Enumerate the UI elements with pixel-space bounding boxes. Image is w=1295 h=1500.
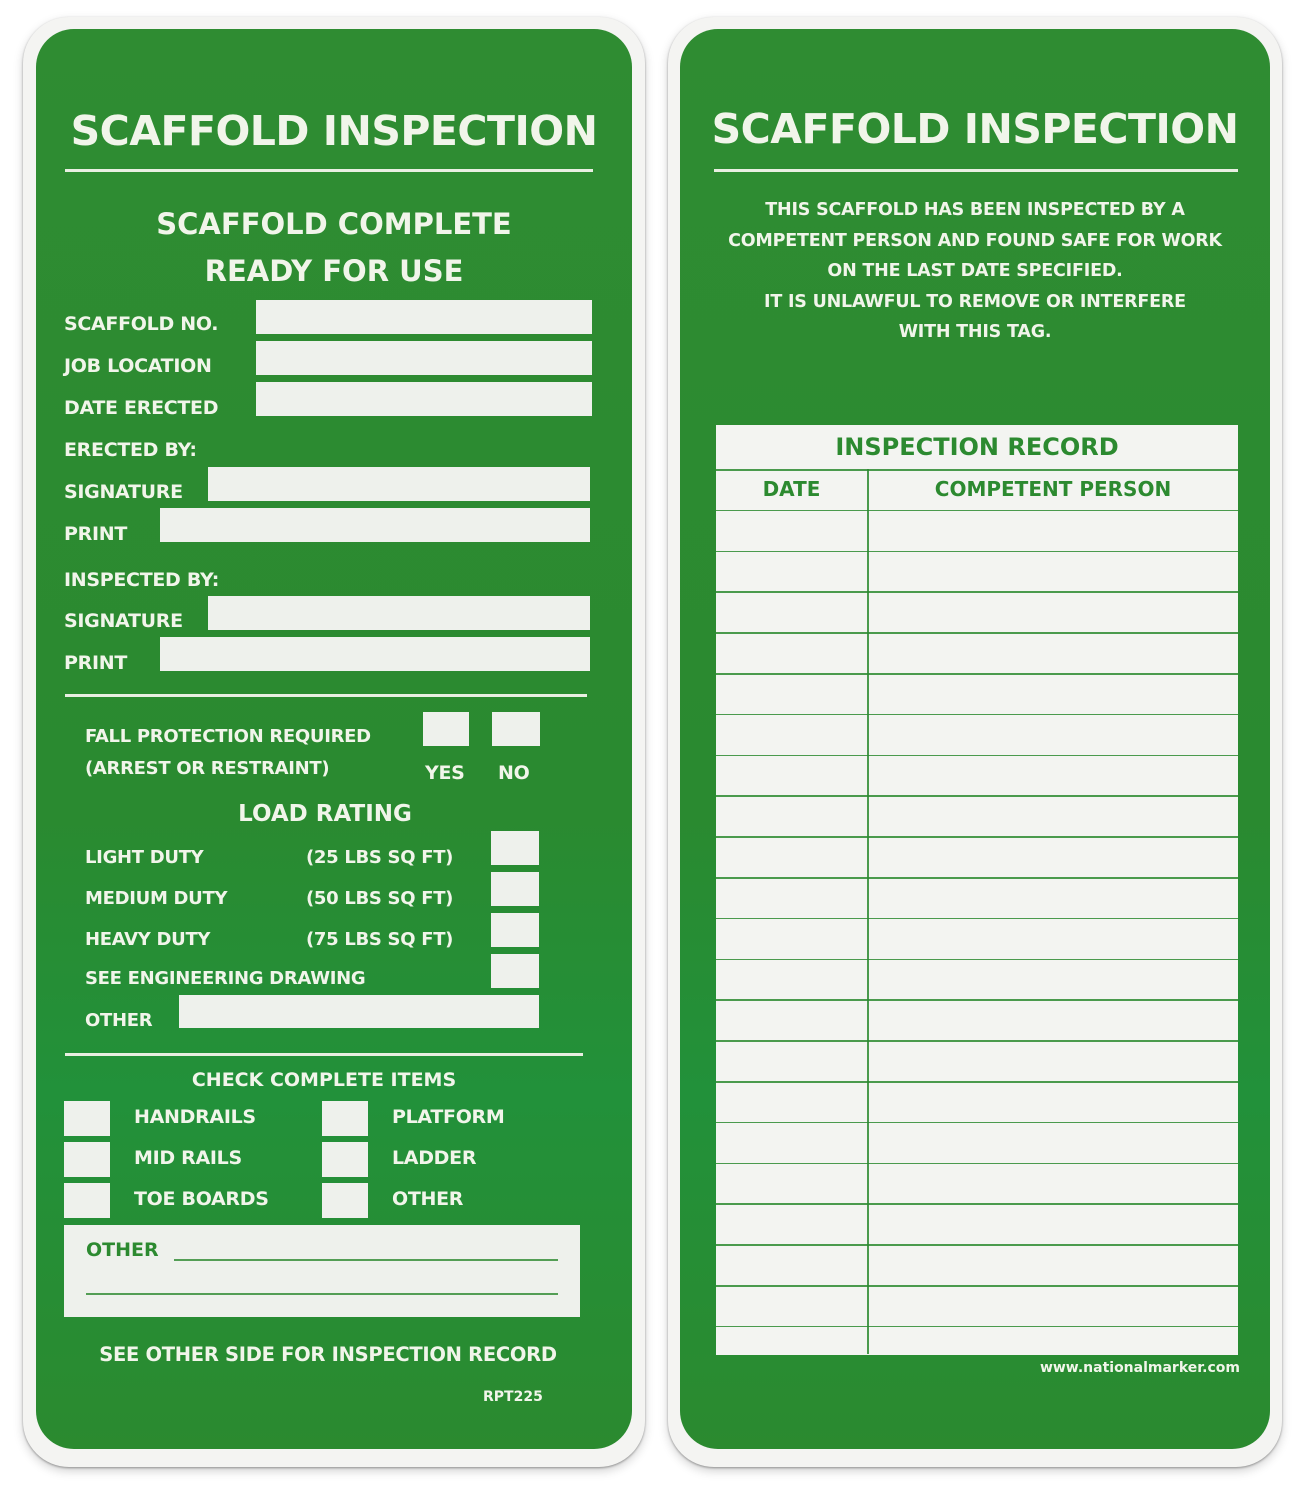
toe-boards-checkbox[interactable]	[64, 1183, 110, 1218]
inspected-print-label: PRINT	[64, 652, 127, 674]
mid-rails-label: MID RAILS	[134, 1147, 242, 1169]
record-row-line	[716, 591, 1238, 593]
record-row-line	[716, 1244, 1238, 1246]
record-row-line	[716, 959, 1238, 961]
platform-label: PLATFORM	[392, 1106, 505, 1128]
record-row-line	[716, 795, 1238, 797]
record-row-line	[716, 1285, 1238, 1287]
record-row-line	[716, 714, 1238, 716]
platform-checkbox[interactable]	[322, 1101, 368, 1136]
record-row-line	[716, 1122, 1238, 1124]
front-section-rule-2	[65, 1053, 583, 1056]
front-subtitle-line2: READY FOR USE	[204, 254, 464, 288]
light-duty-label: LIGHT DUTY	[85, 847, 204, 868]
date-erected-field[interactable]	[256, 382, 592, 416]
medium-duty-checkbox[interactable]	[491, 872, 539, 906]
record-column-divider	[867, 469, 869, 1354]
heavy-duty-value: (75 LBS SQ FT)	[306, 929, 454, 950]
record-header-top-line	[716, 469, 1238, 471]
erected-print-label: PRINT	[64, 523, 127, 545]
fall-protection-label-line1: FALL PROTECTION REQUIRED	[85, 726, 371, 747]
fall-protection-label-line2: (ARREST OR RESTRAINT)	[85, 758, 330, 779]
notice-line-3: ON THE LAST DATE SPECIFIED.	[827, 261, 1123, 281]
mid-rails-checkbox[interactable]	[64, 1142, 110, 1177]
medium-duty-value: (50 LBS SQ FT)	[306, 888, 454, 909]
heavy-duty-label: HEAVY DUTY	[85, 929, 211, 950]
items-other-label: OTHER	[392, 1188, 464, 1210]
back-notice	[680, 195, 1270, 348]
inspection-record-table	[716, 425, 1238, 1355]
record-row-line	[716, 1203, 1238, 1205]
inspection-record-title: INSPECTION RECORD	[835, 433, 1119, 461]
heavy-duty-checkbox[interactable]	[491, 913, 539, 947]
back-title: SCAFFOLD INSPECTION	[711, 105, 1239, 153]
record-row-line	[716, 1040, 1238, 1042]
notice-line-4: IT IS UNLAWFUL TO REMOVE OR INTERFERE	[764, 291, 1186, 312]
front-section-rule-1	[65, 694, 587, 697]
load-rating-heading: LOAD RATING	[238, 801, 412, 827]
other-notes-line-1	[174, 1259, 558, 1261]
light-duty-value: (25 LBS SQ FT)	[306, 847, 454, 868]
back-tag	[668, 17, 1282, 1467]
other-notes-box[interactable]	[64, 1225, 580, 1317]
other-notes-line-2	[86, 1293, 558, 1295]
record-row-line	[716, 755, 1238, 757]
front-tag	[23, 17, 645, 1467]
record-row-line	[716, 999, 1238, 1001]
record-row-line	[716, 632, 1238, 634]
ladder-label: LADDER	[392, 1147, 477, 1169]
front-subtitle-line1: SCAFFOLD COMPLETE	[156, 207, 512, 241]
items-other-checkbox[interactable]	[322, 1183, 368, 1218]
inspected-signature-label: SIGNATURE	[64, 610, 183, 632]
record-row-line	[716, 1081, 1238, 1083]
front-tag-face	[36, 29, 632, 1449]
load-other-field[interactable]	[179, 995, 539, 1028]
record-row-line	[716, 551, 1238, 553]
light-duty-checkbox[interactable]	[491, 831, 539, 865]
notice-line-2: COMPETENT PERSON AND FOUND SAFE FOR WORK	[728, 230, 1222, 251]
fall-protection-yes-label: YES	[425, 762, 465, 784]
record-row-line	[716, 877, 1238, 879]
back-title-rule	[714, 169, 1238, 172]
front-title-rule	[65, 169, 593, 172]
erected-signature-field[interactable]	[208, 467, 590, 501]
notice-line-1: THIS SCAFFOLD HAS BEEN INSPECTED BY A	[765, 200, 1185, 220]
medium-duty-label: MEDIUM DUTY	[85, 888, 228, 909]
record-row-line	[716, 673, 1238, 675]
fall-protection-no-checkbox[interactable]	[492, 712, 540, 746]
handrails-checkbox[interactable]	[64, 1101, 110, 1136]
competent-person-column-header: COMPETENT PERSON	[934, 477, 1172, 501]
scaffold-no-field[interactable]	[256, 300, 592, 334]
record-row-line	[716, 1326, 1238, 1328]
fall-protection-no-label: NO	[498, 762, 530, 784]
inspected-print-field[interactable]	[160, 637, 590, 671]
other-notes-label: OTHER	[86, 1239, 159, 1261]
date-erected-label: DATE ERECTED	[64, 397, 219, 419]
load-other-label: OTHER	[85, 1010, 153, 1031]
fall-protection-yes-checkbox[interactable]	[423, 712, 469, 746]
record-row-line	[716, 510, 1238, 512]
front-footer: SEE OTHER SIDE FOR INSPECTION RECORD	[99, 1343, 557, 1366]
date-column-header: DATE	[762, 477, 821, 501]
engineering-drawing-label: SEE ENGINEERING DRAWING	[85, 968, 366, 989]
job-location-label: JOB LOCATION	[64, 355, 212, 377]
record-row-line	[716, 1163, 1238, 1165]
inspected-signature-field[interactable]	[208, 596, 590, 630]
website-url: www.nationalmarker.com	[1039, 1360, 1240, 1376]
inspected-by-label: INSPECTED BY:	[64, 569, 220, 591]
erected-signature-label: SIGNATURE	[64, 481, 183, 503]
check-items-heading: CHECK COMPLETE ITEMS	[191, 1069, 457, 1091]
scaffold-no-label: SCAFFOLD NO.	[64, 313, 219, 335]
ladder-checkbox[interactable]	[322, 1142, 368, 1177]
engineering-drawing-checkbox[interactable]	[491, 954, 539, 988]
record-row-line	[716, 836, 1238, 838]
job-location-field[interactable]	[256, 341, 592, 375]
front-title: SCAFFOLD INSPECTION	[70, 107, 598, 155]
notice-line-5: WITH THIS TAG.	[898, 322, 1052, 342]
handrails-label: HANDRAILS	[134, 1106, 256, 1128]
erected-print-field[interactable]	[160, 508, 590, 542]
back-tag-face	[680, 29, 1270, 1449]
toe-boards-label: TOE BOARDS	[134, 1188, 269, 1210]
record-row-line	[716, 918, 1238, 920]
product-code: RPT225	[483, 1389, 543, 1405]
erected-by-label: ERECTED BY:	[64, 439, 197, 461]
